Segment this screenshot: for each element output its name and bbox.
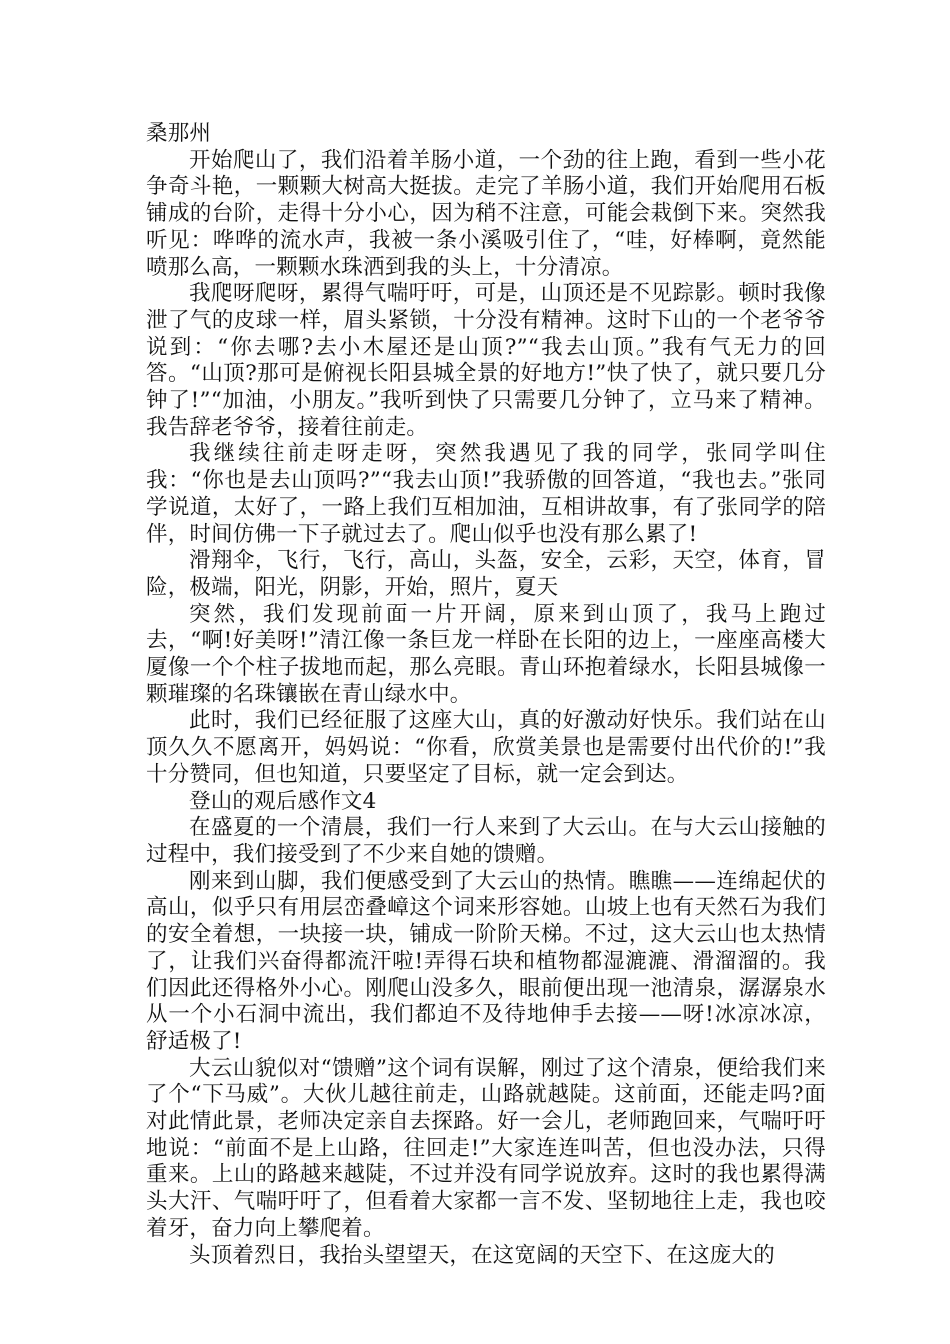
paragraph-fragment: 桑那州	[146, 121, 212, 146]
paragraph: 我爬呀爬呀，累得气喘吁吁，可是，山顶还是不见踪影。顿时我像泄了气的皮球一样，眉头紧锁，十分没有精神。这时下山的一个老爷爷说到：“你去哪?去小木屋还是山顶?”“我去山顶。”我有气无力的回答。“山顶?那可是俯视长阳县城全景的好地方!”快了快了，就只要几分钟了!”“加油，小朋友。”我听到快了只需要几分钟了，立马来了精神。我告辞老爷爷，接着往前走。	[146, 281, 826, 440]
paragraph: 刚来到山脚，我们便感受到了大云山的热情。瞧瞧——连绵起伏的高山，似乎只有用层峦叠嶂这个词来形容她。山坡上也有天然石为我们的安全着想，一块接一块，铺成一阶阶天梯。不过，这大云山也太热情了，让我们兴奋得都流汗啦!弄得石块和植物都湿漉漉、滑溜溜的。我们因此还得格外小心。刚爬山没多久，眼前便出现一池清泉，潺潺泉水从一个小石洞中流出，我们都迫不及待地伸手去接——呀!冰凉冰凉，舒适极了!	[146, 868, 826, 1054]
paragraph: 滑翔伞，飞行，飞行，高山，头盔，安全，云彩，天空，体育，冒险，极端，阳光，阴影，开始，照片，夏天	[146, 548, 826, 600]
paragraph: 开始爬山了，我们沿着羊肠小道，一个劲的往上跑，看到一些小花争奇斗艳，一颗颗大树高大挺拔。走完了羊肠小道，我们开始爬用石板铺成的台阶，走得十分小心，因为稍不注意，可能会栽倒下来。突然我听见：哗哗的流水声，我被一条小溪吸引住了，“哇，好棒啊，竟然能喷那么高，一颗颗水珠洒到我的头上，十分清凉。	[146, 147, 826, 280]
section-heading: 登山的观后感作文4	[189, 788, 377, 814]
paragraph: 我继续往前走呀走呀，突然我遇见了我的同学，张同学叫住我：“你也是去山顶吗?”“我去山顶!”我骄傲的回答道，“我也去。”张同学说道，太好了，一路上我们互相加油，互相讲故事，有了张同学的陪伴，时间仿佛一下子就过去了。爬山似乎也没有那么累了!	[146, 441, 826, 547]
paragraph: 在盛夏的一个清晨，我们一行人来到了大云山。在与大云山接触的过程中，我们接受到了不少来自她的馈赠。	[146, 815, 826, 867]
document-body	[146, 121, 826, 1269]
paragraph: 头顶着烈日，我抬头望望天，在这宽阔的天空下、在这庞大的	[189, 1242, 775, 1268]
paragraph: 突然，我们发现前面一片开阔，原来到山顶了，我马上跑过去，“啊!好美呀!”清江像一条巨龙一样卧在长阳的边上，一座座高楼大厦像一个个柱子拔地而起，那么亮眼。青山环抱着绿水，长阳县城像一颗璀璨的名珠镶嵌在青山绿水中。	[146, 601, 826, 707]
paragraph: 此时，我们已经征服了这座大山，真的好激动好快乐。我们站在山顶久久不愿离开，妈妈说：“你看，欣赏美景也是需要付出代价的!”我十分赞同，但也知道，只要坚定了目标，就一定会到达。	[146, 708, 826, 787]
paragraph: 大云山貌似对“馈赠”这个词有误解，刚过了这个清泉，便给我们来了个“下马威”。大伙儿越往前走，山路就越陡。这前面，还能走吗?面对此情此景，老师决定亲自去探路。好一会儿，老师跑回来，气喘吁吁地说：“前面不是上山路，往回走!”大家连连叫苦，但也没办法，只得重来。上山的路越来越陡，不过并没有同学说放弃。这时的我也累得满头大汗、气喘吁吁了，但看着大家都一言不发、坚韧地往上走，我也咬着牙，奋力向上攀爬着。	[146, 1055, 826, 1241]
